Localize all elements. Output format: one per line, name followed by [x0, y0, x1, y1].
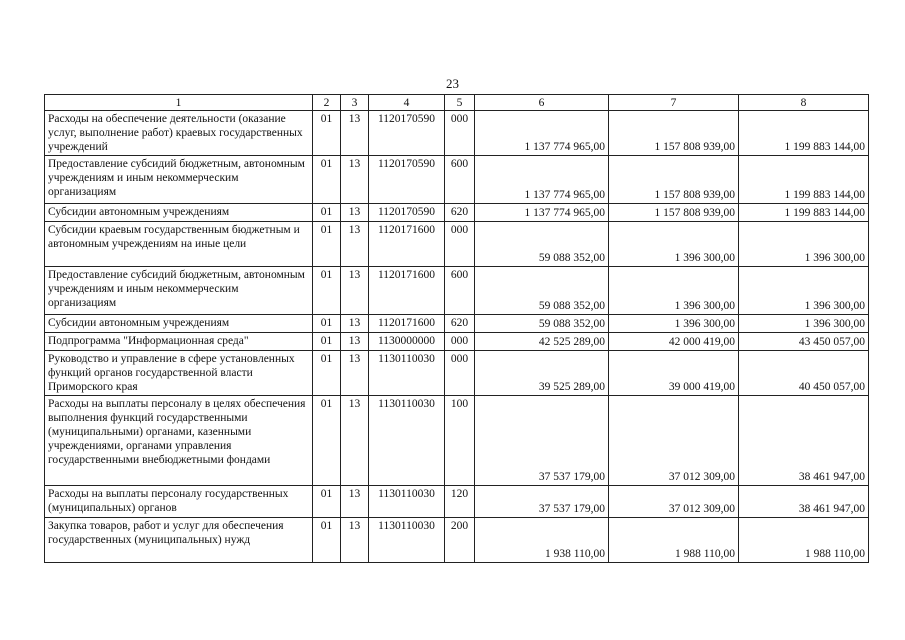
amount-col8-cell: 38 461 947,00 — [739, 396, 869, 486]
column-header-2: 2 — [313, 95, 341, 111]
amount-col8-cell: 1 988 110,00 — [739, 518, 869, 563]
expense-type-cell: 600 — [445, 156, 475, 204]
row-name-cell: Расходы на выплаты персоналу в целях обеспечения выполнения функций государственными (муниципальными) органами, казенными учреждениями, органами управления государственными внебюджетными фондами — [45, 396, 313, 486]
target-article-cell: 1130110030 — [369, 486, 445, 518]
amount-col7-cell: 1 396 300,00 — [609, 222, 739, 267]
column-header-5: 5 — [445, 95, 475, 111]
row-name-cell: Подпрограмма "Информационная среда" — [45, 333, 313, 351]
target-article-cell: 1120171600 — [369, 267, 445, 315]
target-article-cell: 1130110030 — [369, 396, 445, 486]
expense-type-cell: 600 — [445, 267, 475, 315]
target-article-cell: 1120170590 — [369, 156, 445, 204]
budget-table — [44, 94, 869, 563]
row-name-cell: Предоставление субсидий бюджетным, автономным учреждениям и иным некоммерческим организациям — [45, 267, 313, 315]
target-article-cell: 1120170590 — [369, 111, 445, 156]
column-header-7: 7 — [609, 95, 739, 111]
subsection-code-cell: 13 — [341, 204, 369, 222]
row-name-cell: Субсидии автономным учреждениям — [45, 315, 313, 333]
expense-type-cell: 000 — [445, 333, 475, 351]
column-header-8: 8 — [739, 95, 869, 111]
section-code-cell: 01 — [313, 315, 341, 333]
table-row — [45, 315, 869, 333]
target-article-cell: 1130000000 — [369, 333, 445, 351]
amount-col7-cell: 37 012 309,00 — [609, 396, 739, 486]
target-article-cell: 1120170590 — [369, 204, 445, 222]
row-name-cell: Расходы на выплаты персоналу государственных (муниципальных) органов — [45, 486, 313, 518]
page-number: 23 — [446, 76, 459, 91]
amount-col7-cell: 1 988 110,00 — [609, 518, 739, 563]
amount-col6-cell: 1 137 774 965,00 — [475, 111, 609, 156]
expense-type-cell: 120 — [445, 486, 475, 518]
row-name-cell: Расходы на обеспечение деятельности (оказание услуг, выполнение работ) краевых государственных учреждений — [45, 111, 313, 156]
column-header-3: 3 — [341, 95, 369, 111]
column-header-6: 6 — [475, 95, 609, 111]
amount-col7-cell: 1 396 300,00 — [609, 315, 739, 333]
expense-type-cell: 000 — [445, 111, 475, 156]
table-row — [45, 204, 869, 222]
subsection-code-cell: 13 — [341, 315, 369, 333]
amount-col8-cell: 40 450 057,00 — [739, 351, 869, 396]
subsection-code-cell: 13 — [341, 333, 369, 351]
subsection-code-cell: 13 — [341, 222, 369, 267]
table-row — [45, 156, 869, 204]
subsection-code-cell: 13 — [341, 351, 369, 396]
target-article-cell: 1130110030 — [369, 351, 445, 396]
amount-col6-cell: 1 137 774 965,00 — [475, 204, 609, 222]
table-row — [45, 333, 869, 351]
table-row — [45, 518, 869, 563]
amount-col7-cell: 1 396 300,00 — [609, 267, 739, 315]
amount-col6-cell: 1 137 774 965,00 — [475, 156, 609, 204]
amount-col8-cell: 1 396 300,00 — [739, 222, 869, 267]
section-code-cell: 01 — [313, 156, 341, 204]
amount-col7-cell: 1 157 808 939,00 — [609, 111, 739, 156]
subsection-code-cell: 13 — [341, 396, 369, 486]
expense-type-cell: 620 — [445, 315, 475, 333]
amount-col8-cell: 1 199 883 144,00 — [739, 156, 869, 204]
column-header-4: 4 — [369, 95, 445, 111]
expense-type-cell: 000 — [445, 351, 475, 396]
table-row — [45, 222, 869, 267]
target-article-cell: 1120171600 — [369, 315, 445, 333]
amount-col6-cell: 37 537 179,00 — [475, 396, 609, 486]
amount-col7-cell: 37 012 309,00 — [609, 486, 739, 518]
amount-col8-cell: 43 450 057,00 — [739, 333, 869, 351]
amount-col6-cell: 59 088 352,00 — [475, 222, 609, 267]
row-name-cell: Предоставление субсидий бюджетным, автономным учреждениям и иным некоммерческим организациям — [45, 156, 313, 204]
row-name-cell: Руководство и управление в сфере установленных функций органов государственной власти Приморского края — [45, 351, 313, 396]
table-row — [45, 111, 869, 156]
expense-type-cell: 620 — [445, 204, 475, 222]
table-body — [45, 111, 869, 563]
section-code-cell: 01 — [313, 486, 341, 518]
amount-col8-cell: 38 461 947,00 — [739, 486, 869, 518]
expense-type-cell: 200 — [445, 518, 475, 563]
amount-col6-cell: 37 537 179,00 — [475, 486, 609, 518]
expense-type-cell: 100 — [445, 396, 475, 486]
amount-col8-cell: 1 396 300,00 — [739, 315, 869, 333]
table-row — [45, 486, 869, 518]
section-code-cell: 01 — [313, 204, 341, 222]
row-name-cell: Субсидии краевым государственным бюджетным и автономным учреждениям на иные цели — [45, 222, 313, 267]
target-article-cell: 1130110030 — [369, 518, 445, 563]
target-article-cell: 1120171600 — [369, 222, 445, 267]
table-row — [45, 396, 869, 486]
row-name-cell: Субсидии автономным учреждениям — [45, 204, 313, 222]
subsection-code-cell: 13 — [341, 156, 369, 204]
amount-col7-cell: 1 157 808 939,00 — [609, 204, 739, 222]
section-code-cell: 01 — [313, 351, 341, 396]
subsection-code-cell: 13 — [341, 267, 369, 315]
subsection-code-cell: 13 — [341, 111, 369, 156]
section-code-cell: 01 — [313, 396, 341, 486]
amount-col6-cell: 59 088 352,00 — [475, 267, 609, 315]
amount-col6-cell: 42 525 289,00 — [475, 333, 609, 351]
amount-col8-cell: 1 199 883 144,00 — [739, 111, 869, 156]
table-row — [45, 267, 869, 315]
amount-col7-cell: 39 000 419,00 — [609, 351, 739, 396]
expense-type-cell: 000 — [445, 222, 475, 267]
subsection-code-cell: 13 — [341, 486, 369, 518]
table-row — [45, 351, 869, 396]
amount-col6-cell: 1 938 110,00 — [475, 518, 609, 563]
section-code-cell: 01 — [313, 518, 341, 563]
amount-col8-cell: 1 199 883 144,00 — [739, 204, 869, 222]
row-name-cell: Закупка товаров, работ и услуг для обеспечения государственных (муниципальных) нужд — [45, 518, 313, 563]
amount-col8-cell: 1 396 300,00 — [739, 267, 869, 315]
section-code-cell: 01 — [313, 222, 341, 267]
amount-col7-cell: 42 000 419,00 — [609, 333, 739, 351]
section-code-cell: 01 — [313, 333, 341, 351]
section-code-cell: 01 — [313, 267, 341, 315]
amount-col7-cell: 1 157 808 939,00 — [609, 156, 739, 204]
subsection-code-cell: 13 — [341, 518, 369, 563]
amount-col6-cell: 59 088 352,00 — [475, 315, 609, 333]
column-header-1: 1 — [45, 95, 313, 111]
amount-col6-cell: 39 525 289,00 — [475, 351, 609, 396]
section-code-cell: 01 — [313, 111, 341, 156]
header-row — [45, 95, 869, 111]
